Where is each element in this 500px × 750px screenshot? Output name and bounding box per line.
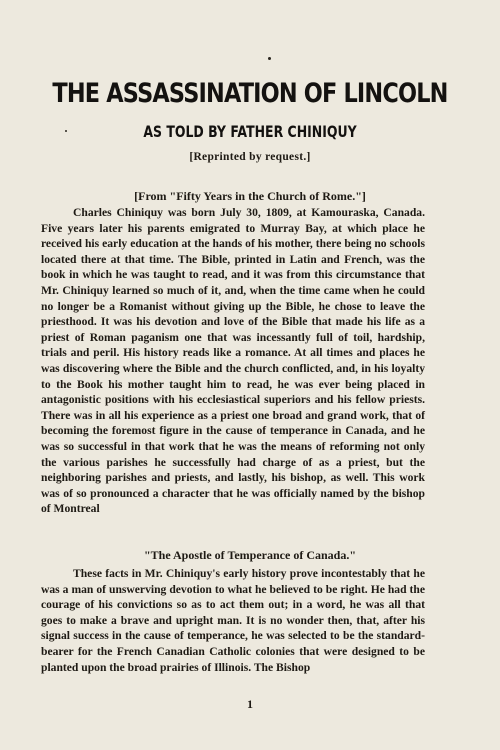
page-subtitle: AS TOLD BY FATHER CHINIQUY [143, 122, 357, 141]
body-text-1 [41, 205, 425, 517]
source-note: [From "Fifty Years in the Church of Rome."] [134, 189, 366, 203]
print-speck [268, 57, 271, 60]
section-heading: "The Apostle of Temperance of Canada." [144, 548, 356, 562]
body-text-2 [41, 566, 425, 675]
paragraph-1: Charles Chiniquy was born July 30, 1809, at Kamouraska, Canada. Five years later his parents emigrated to Murray Bay, at which place he received his early education at the hands of his mother, there being no schools located there at that time. The Bible, printed in Latin and French, was the book in which he was taught to read, and it was from this circumstance that Mr. Chiniquy learned so much of it, and, when the time came when he could no longer be a Romanist without giving up the Bible, he chose to leave the priesthood. It was his devotion and love of the Bible that made his life as a priest of Roman paganism one that was incessantly full of toil, hardship, trials and peril. His history reads like a romance. At all times and places he was discovering where the Bible and the church conflicted, and, in his loyalty to the Book his mother taught him to read, he was ever being placed in antagonistic positions with his ecclesiastical superiors and his fellow priests. There was in all his experience as a priest one broad and grand work, that of becoming the foremost figure in the cause of temperance in Canada, and he was so successful in that work that he was the means of reforming not only the various parishes he successfully had charge of as a priest, but the neighboring parishes and priests, and lastly, his bishop, as well. This work was of so pronounced a character that he was officially named by the bishop of Montreal [41, 206, 425, 516]
reprint-note: [Reprinted by request.] [189, 151, 311, 163]
print-speck [65, 130, 67, 132]
page-title: THE ASSASSINATION OF LINCOLN [52, 78, 448, 109]
page-number: 1 [247, 697, 253, 711]
paragraph-2: These facts in Mr. Chiniquy's early history prove incontestably that he was a man of unswerving devotion to what he believed to be right. He had the courage of his convictions so as to act them out; in a word, he was all that goes to make a brave and upright man. It is no wonder then, that, after his signal success in the cause of temperance, he was selected to be the standard-bearer for the French Canadian Catholic colonies that were designed to be planted upon the broad prairies of Illinois. The Bishop [41, 567, 425, 674]
